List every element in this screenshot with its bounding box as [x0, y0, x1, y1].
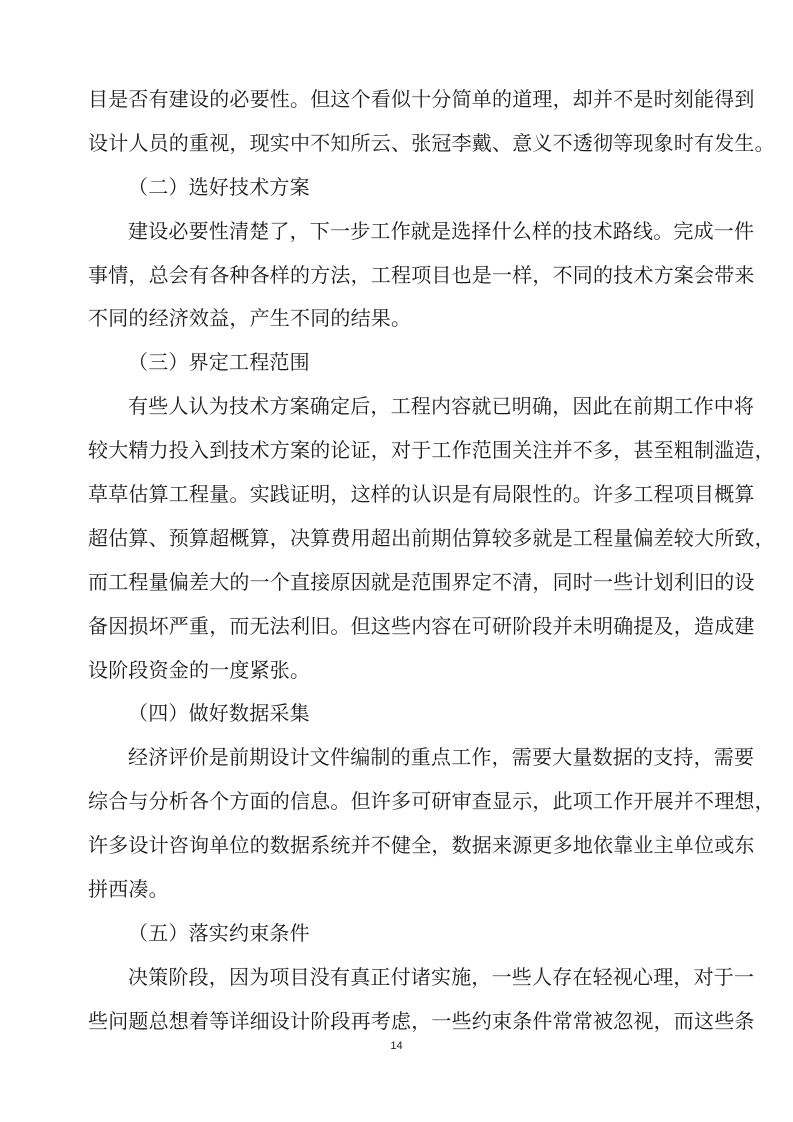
text-line: 超估算、预算超概算，决算费用超出前期估算较多就是工程量偏差较大所致，	[88, 525, 775, 550]
page-number: 14	[390, 1040, 403, 1052]
document-body	[88, 86, 775, 1052]
text-line: 较大精力投入到技术方案的论证，对于工作范围关注并不多，甚至粗制滥造，	[88, 438, 775, 463]
text-line: 建设必要性清楚了，下一步工作就是选择什么样的技术路线。完成一件	[128, 218, 755, 243]
text-line: 目是否有建设的必要性。但这个看似十分简单的道理，却并不是时刻能得到	[88, 87, 755, 111]
paragraph	[88, 964, 755, 1034]
text-line: 许多设计咨询单位的数据系统并不健全，数据来源更多地依靠业主单位或东	[88, 833, 755, 858]
text-line: 设阶段资金的一度紧张。	[88, 657, 311, 682]
text-line: 综合与分析各个方面的信息。但许多可研审查显示，此项工作开展并不理想，	[88, 789, 775, 814]
paragraph	[88, 86, 775, 156]
text-line: 有些人认为技术方案确定后，工程内容就已明确，因此在前期工作中将	[128, 394, 755, 419]
text-line: 不同的经济效益，产生不同的结果。	[88, 306, 412, 331]
paragraph	[88, 393, 775, 682]
text-line: 些问题总想着等详细设计阶段再考虑，一些约束条件常常被忽视，而这些条	[88, 1008, 755, 1033]
section-heading: （四）做好数据采集	[128, 701, 310, 726]
section-heading: （三）界定工程范围	[128, 350, 310, 375]
text-line: 设计人员的重视，现实中不知所云、张冠李戴、意义不透彻等现象时有发生。	[88, 130, 775, 155]
section-heading: （五）落实约束条件	[128, 920, 310, 945]
text-line: 草草估算工程量。实践证明，这样的认识是有局限性的。许多工程项目概算	[88, 482, 755, 507]
paragraph	[88, 218, 755, 332]
section-heading: （二）选好技术方案	[128, 174, 310, 199]
text-line: 事情，总会有各种各样的方法，工程项目也是一样，不同的技术方案会带来	[88, 262, 755, 287]
paragraph	[88, 744, 775, 902]
text-line: 而工程量偏差大的一个直接原因就是范围界定不清，同时一些计划利旧的设	[88, 569, 755, 594]
text-line: 拼西凑。	[88, 877, 169, 902]
text-line: 备因损坏严重，而无法利旧。但这些内容在可研阶段并未明确提及，造成建	[88, 613, 755, 638]
text-line: 决策阶段，因为项目没有真正付诸实施，一些人存在轻视心理，对于一	[128, 964, 755, 989]
text-line: 经济评价是前期设计文件编制的重点工作，需要大量数据的支持，需要	[128, 745, 755, 770]
